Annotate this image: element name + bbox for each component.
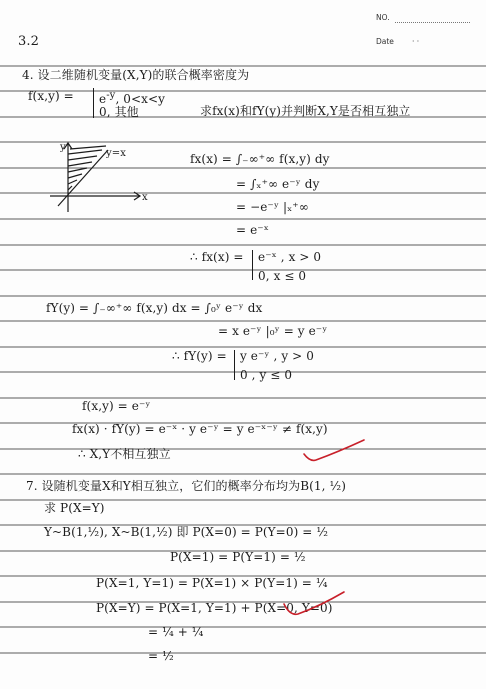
problem7-line-4: P(X=Y) = P(X=1, Y=1) + P(X=0, Y=0) (96, 601, 333, 615)
indep-line-1: f(x,y) = e⁻ʸ (82, 399, 151, 413)
graph-line-label: y=x (106, 148, 126, 159)
indep-conclusion: ∴ X,Y不相互独立 (78, 447, 171, 461)
problem7-ask: 求 P(X=Y) (44, 501, 105, 515)
fx-brace (252, 250, 253, 280)
no-field-line (395, 22, 470, 23)
fy-result-case2: 0 , y ≤ 0 (240, 368, 293, 382)
fx-line-2: = −e⁻ʸ |ₓ⁺∞ (236, 200, 309, 214)
fy-brace (234, 350, 235, 380)
fy-result-lhs: ∴ fY(y) = (172, 349, 227, 363)
check-mark-icon (280, 588, 350, 620)
fx-result-case1: e⁻ˣ , x > 0 (258, 250, 322, 264)
fy-result-case1: y e⁻ʸ , y > 0 (240, 349, 314, 363)
problem7-line-2: P(X=1) = P(Y=1) = ½ (170, 550, 306, 564)
no-label: NO. (376, 13, 390, 22)
fx-line-0: fx(x) = ∫₋∞⁺∞ f(x,y) dy (190, 152, 330, 166)
indep-line-2: fx(x) · fY(y) = e⁻ˣ · y e⁻ʸ = y e⁻ˣ⁻ʸ ≠ f(x,y) (72, 422, 328, 436)
problem4-task: 求fx(x)和fY(y)并判断X,Y是否相互独立 (200, 104, 411, 118)
graph-y-label: y (60, 142, 66, 153)
page-mark: 3.2 (18, 34, 39, 49)
fxy-lhs: f(x,y) = (28, 89, 74, 103)
problem7-line-3: P(X=1, Y=1) = P(X=1) × P(Y=1) = ¼ (96, 576, 328, 590)
fx-result-lhs: ∴ fx(x) = (190, 250, 244, 264)
date-label: Date (376, 37, 394, 46)
fy-line-2: = x e⁻ʸ |₀ʸ = y e⁻ʸ (218, 324, 328, 338)
problem7-statement: 7. 设随机变量X和Y相互独立，它们的概率分布均为B(1, ½) (26, 479, 347, 493)
fxy-case1: $e^{-y}$, 0<x<y (99, 90, 166, 106)
check-mark-icon (300, 436, 370, 466)
fx-result-case2: 0, x ≤ 0 (258, 269, 307, 283)
problem4-statement: 4. 设二维随机变量(X,Y)的联合概率密度为 (22, 68, 250, 82)
problem7-line-1: Y~B(1,½), X~B(1,½) 即 P(X=0) = P(Y=0) = ½ (44, 525, 329, 539)
case-brace (93, 88, 94, 118)
fx-line-3: = e⁻ˣ (236, 223, 269, 237)
problem7-line-5: = ¼ + ¼ (148, 625, 204, 639)
fxy-case2: 0, 其他 (99, 105, 139, 119)
graph-x-label: x (142, 192, 148, 203)
fx-line-1: = ∫ₓ⁺∞ e⁻ʸ dy (236, 177, 320, 191)
date-value: · · (412, 37, 420, 46)
fy-line-1: fY(y) = ∫₋∞⁺∞ f(x,y) dx = ∫₀ʸ e⁻ʸ dx (46, 301, 263, 315)
problem7-line-6: = ½ (148, 649, 174, 663)
